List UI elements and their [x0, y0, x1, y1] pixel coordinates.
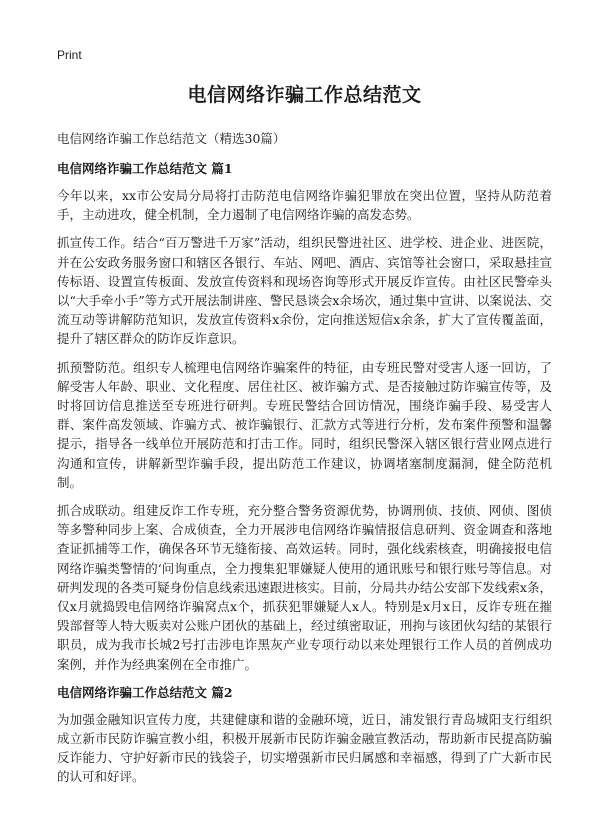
section-1	[57, 159, 552, 674]
paragraph: 今年以来，xx市公安局分局将打击防范电信网络诈骗犯罪放在突出位置，坚持从防范着手，主动进攻，健全机制，全力遏制了电信网络诈骗的高发态势。	[57, 188, 552, 223]
document-title: 电信网络诈骗工作总结范文	[187, 84, 422, 106]
paragraph: 为加强金融知识宣传力度，共建健康和谐的金融环境，近日，浦发银行青岛城阳支行组织成立新市民防诈骗宣教小组，积极开展新市民防诈骗金融宣教活动，帮助新市民提高防骗反诈能力、守护好新市民的钱袋子，切实增强新市民归属感和幸福感，得到了广大新市民的认可和好评。	[57, 711, 552, 785]
section-heading: 电信网络诈骗工作总结范文 篇2	[57, 684, 233, 700]
paragraph: 抓预警防范。组织专人梳理电信网络诈骗案件的特征，由专班民警对受害人逐一回访，了解受害人年龄、职业、文化程度、居住社区、被诈骗方式、是否接触过防诈骗宣传等，及时将回访信息推送至专班进行研判。专班民警结合回访情况，围绕诈骗手段、易受害人群、案件高发领域、诈骗方式、被诈骗银行、汇款方式等进行分析，发布案件预警和温馨提示，指导各一线单位开展防范和打击工作。同时，组织民警深入辖区银行营业网点进行沟通和宣传，讲解新型诈骗手段，提出防范工作建议，协调堵塞制度漏洞，健全防范机制。	[57, 359, 552, 490]
section-heading: 电信网络诈骗工作总结范文 篇1	[57, 161, 233, 176]
section-2	[57, 683, 552, 787]
print-link[interactable]: Print	[57, 48, 82, 62]
paragraph: 抓合成联动。组建反诈工作专班，充分整合警务资源优势，协调刑侦、技侦、网侦、图侦等多警种同步上案、合成侦查，全力开展涉电信网络诈骗情报信息研判、资金调查和落地查证抓捕等工作，确保各环节无缝衔接、高效运转。同时，强化线索核查，明确接报电信网络诈骗类警情的‘问询重点，全力搜集犯罪嫌疑人使用的通讯账号和银行账号等信息。对研判发现的各类可疑身份信息线索迅速跟进核实。目前，分局共办结公安部下发线索x条，仅x月就捣毁电信网络诈骗窝点x个，抓获犯罪嫌疑人x人。特别是x月x日，反诈专班在摧毁部督等人特大贩卖对公账户团伙的基础上，经过缜密取证，刑拘与该团伙勾结的某银行职员，成为我市长城2号打击涉电诈黑灰产业专项行动以来处理银行工作人员的首例成功案例，并作为经典案例在全市推广。	[57, 503, 552, 672]
document-subtitle: 电信网络诈骗工作总结范文（精选30篇）	[57, 131, 286, 146]
paragraph: 抓宣传工作。结合“百万警进千万家”活动，组织民警进社区、进学校、进企业、进医院，并在公安政务服务窗口和辖区各银行、车站、网吧、酒店、宾馆等社会窗口，采取悬挂宣传标语、设置宣传板面、发放宣传资料和现场咨询等形式开展反诈宣传。由社区民警牵头以“大手牵小手”等方式开展法制讲座、警民恳谈会x余场次，通过集中宣讲、以案说法、交流互动等讲解防范知识，发放宣传资料x余份，定向推送短信x余条，扩大了宣传覆盖面，提升了辖区群众的防诈反诈意识。	[57, 235, 552, 347]
